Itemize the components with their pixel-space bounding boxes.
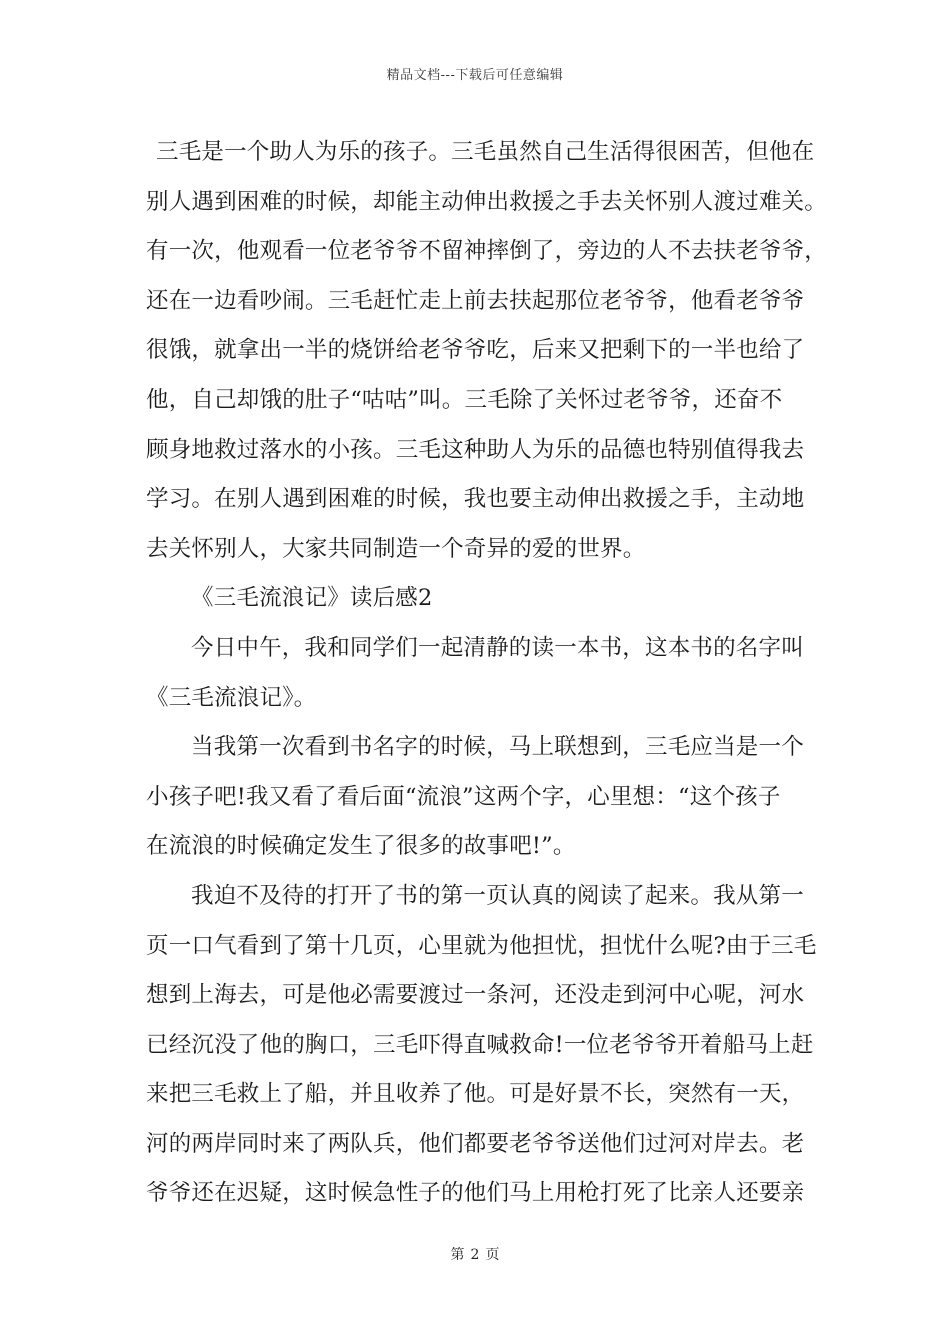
text-line: 小孩子吧!我又看了看后面“流浪”这两个字，心里想：“这个孩子 bbox=[146, 783, 781, 810]
text-line: 去关怀别人，大家共同制造一个奇异的爱的世界。 bbox=[146, 535, 646, 562]
document-body bbox=[146, 132, 826, 1223]
text-line: 很饿，就拿出一半的烧饼给老爷爷吃，后来又把剩下的一半也给了 bbox=[146, 337, 805, 364]
text-line: 当我第一次看到书名字的时候，马上联想到，三毛应当是一个 bbox=[191, 734, 804, 761]
text-line: 还在一边看吵闹。三毛赶忙走上前去扶起那位老爷爷，他看老爷爷 bbox=[146, 287, 805, 314]
page-label-prefix: 第 bbox=[450, 1247, 465, 1263]
text-line: 三毛是一个助人为乐的孩子。三毛虽然自己生活得很困苦，但他在 bbox=[156, 139, 815, 165]
section-heading: 《三毛流浪记》读后感2 bbox=[191, 585, 433, 612]
text-line: 他，自己却饿的肚子“咕咕”叫。三毛除了关怀过老爷爷，还奋不 bbox=[146, 386, 783, 413]
text-line: 我迫不及待的打开了书的第一页认真的阅读了起来。我从第一 bbox=[191, 882, 804, 909]
text-line: 《三毛流浪记》。 bbox=[146, 684, 317, 711]
text-line: 爷爷还在迟疑，这时候急性子的他们马上用枪打死了比亲人还要亲 bbox=[146, 1180, 805, 1207]
text-line: 河的两岸同时来了两队兵，他们都要老爷爷送他们过河对岸去。老 bbox=[146, 1130, 805, 1157]
page-number: 2 bbox=[470, 1247, 480, 1263]
text-line: 来把三毛救上了船，并且收养了他。可是好景不长，突然有一天， bbox=[146, 1081, 805, 1108]
text-line: 今日中午，我和同学们一起清静的读一本书，这本书的名字叫 bbox=[191, 634, 804, 661]
text-line: 想到上海去，可是他必需要渡过一条河，还没走到河中心呢，河水 bbox=[146, 982, 805, 1009]
text-line: 别人遇到困难的时候，却能主动伸出救援之手去关怀别人渡过难关。 bbox=[146, 188, 828, 215]
text-line: 有一次，他观看一位老爷爷不留神摔倒了，旁边的人不去扶老爷爷， bbox=[146, 238, 828, 265]
page-footer bbox=[0, 1244, 950, 1264]
text-line: 学习。在别人遇到困难的时候，我也要主动伸出救援之手，主动地 bbox=[146, 486, 805, 513]
page-label-suffix: 页 bbox=[485, 1247, 500, 1263]
text-line: 顾身地救过落水的小孩。三毛这种助人为乐的品德也特别值得我去 bbox=[146, 436, 805, 463]
text-line: 已经沉没了他的胸口，三毛吓得直喊救命!一位老爷爷开着船马上赶 bbox=[146, 1031, 814, 1058]
text-line: 在流浪的时候确定发生了很多的故事吧!”。 bbox=[146, 833, 576, 860]
text-line: 页一口气看到了第十几页，心里就为他担忧，担忧什么呢?由于三毛 bbox=[146, 932, 817, 959]
page-header: 精品文档---下载后可任意编辑 bbox=[386, 68, 564, 83]
